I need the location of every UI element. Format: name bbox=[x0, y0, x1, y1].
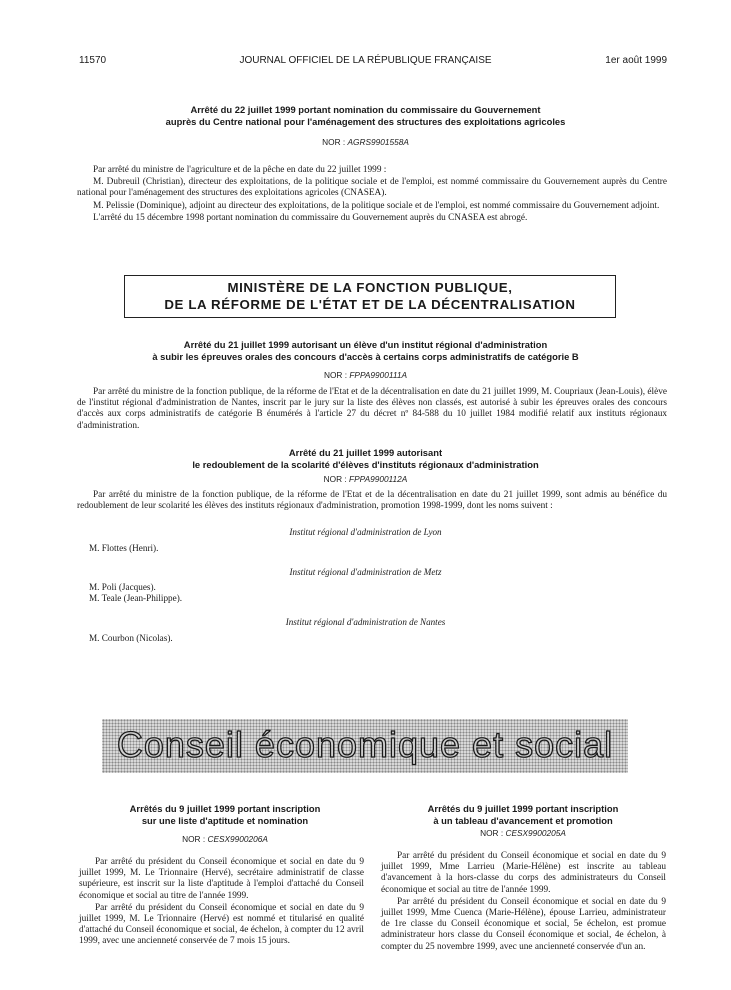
left-title-line1: Arrêtés du 9 juillet 1999 portant inscription bbox=[129, 803, 321, 814]
nor-code: FPPA9900111A bbox=[349, 370, 408, 380]
left-title-line2: sur une liste d'aptitude et nomination bbox=[141, 814, 309, 826]
arrete1-body bbox=[77, 165, 667, 225]
section-banner-title: Conseil économique et social bbox=[116, 724, 614, 765]
nor-label: NOR : bbox=[322, 137, 346, 147]
institute-heading-metz: Institut régional d'administration de Metz bbox=[289, 567, 442, 577]
nor-label: NOR : bbox=[323, 474, 347, 484]
right-title-line2: à un tableau d'avancement et promotion bbox=[433, 814, 613, 826]
paragraph: Par arrêté du ministre de la fonction publique, de la réforme de l'Etat et de la décentralisation en date du 21 juillet 1999, M. Coupriaux (Jean-Louis), élève de l'institut régional d'administration de Nantes, inscrit par le jury sur la liste des élèves non classés, est autorisé à subir les épreuves orales des concours d'accès aux corps administratifs de catégorie B énumérés à l'article 27 du décret nº 84-588 du 10 juillet 1984 modifié relatif aux instituts régionaux d'administration. bbox=[77, 387, 667, 431]
paragraph: M. Dubreuil (Christian), directeur des exploitations, de la politique sociale et de l'emploi, est nommé commissaire du Gouvernement auprès du Centre national pour l'aménagement des structures des exploitations agricoles (CNASEA). bbox=[77, 177, 667, 199]
ministry-heading-box bbox=[124, 275, 616, 318]
arrete2-nor bbox=[0, 370, 731, 380]
ministry-line1: MINISTÈRE DE LA FONCTION PUBLIQUE, bbox=[227, 280, 513, 295]
arrete1-nor bbox=[0, 137, 731, 147]
student-name: M. Flottes (Henri). bbox=[89, 543, 159, 553]
left-column-title bbox=[80, 803, 370, 826]
student-name: M. Teale (Jean-Philippe). bbox=[89, 593, 183, 603]
paragraph: Par arrêté du président du Conseil économique et social en date du 9 juillet 1999, Mme Larrieu (Marie-Hélène) est inscrite au tableau d'avancement à la hors-classe du corps des administrateurs du Conseil économique et social au titre de l'année 1999. bbox=[381, 851, 666, 895]
issue-date: 1er août 1999 bbox=[605, 55, 667, 66]
nor-code: AGRS9901558A bbox=[347, 137, 409, 147]
arrete1-title bbox=[0, 104, 731, 127]
arrete3-title-line1: Arrêté du 21 juillet 1999 autorisant bbox=[288, 447, 443, 458]
arrete3-title bbox=[0, 447, 731, 470]
left-column-nor bbox=[80, 834, 370, 844]
right-column-body bbox=[381, 851, 666, 954]
ministry-line2: DE LA RÉFORME DE L'ÉTAT ET DE LA DÉCENTRALISATION bbox=[164, 296, 576, 312]
nor-label: NOR : bbox=[323, 370, 348, 380]
nor-code: CESX9900206A bbox=[207, 834, 268, 844]
arrete2-title-line2: à subir les épreuves orales des concours d'accès à certains corps administratifs de catégorie B bbox=[152, 350, 579, 362]
journal-title: JOURNAL OFFICIEL DE LA RÉPUBLIQUE FRANÇAISE bbox=[239, 55, 492, 66]
paragraph: L'arrêté du 15 décembre 1998 portant nomination du commissaire du Gouvernement auprès du CNASEA est abrogé. bbox=[93, 212, 528, 223]
nor-code: CESX9900205A bbox=[505, 828, 566, 838]
arrete2-title bbox=[0, 339, 731, 362]
left-column-body bbox=[79, 857, 364, 949]
arrete1-title-line1: Arrêté du 22 juillet 1999 portant nomination du commissaire du Gouvernement bbox=[190, 104, 541, 115]
arrete3-body bbox=[77, 490, 667, 513]
paragraph: Par arrêté du ministre de la fonction publique, de la réforme de l'Etat et de la décentralisation en date du 21 juillet 1999, sont admis au bénéfice du redoublement de leur scolarité les élèves des instituts régionaux d'administration, promotion 1998-1999, dont les noms suivent : bbox=[77, 490, 667, 512]
student-name: M. Poli (Jacques). bbox=[89, 582, 156, 592]
nor-label: NOR : bbox=[480, 828, 504, 838]
right-column-nor bbox=[378, 828, 668, 838]
paragraph: Par arrêté du ministre de l'agriculture et de la pêche en date du 22 juillet 1999 : bbox=[93, 165, 387, 175]
page-number: 11570 bbox=[79, 55, 107, 66]
arrete3-nor bbox=[0, 474, 731, 484]
paragraph: M. Pelissie (Dominique), adjoint au directeur des exploitations, de la politique sociale et de l'emploi, est nommé commissaire du Gouvernement adjoint. bbox=[93, 200, 660, 211]
nor-label: NOR : bbox=[182, 834, 206, 844]
arrete3-title-line2: le redoublement de la scolarité d'élèves d'instituts régionaux d'administration bbox=[192, 458, 539, 470]
arrete2-title-line1: Arrêté du 21 juillet 1999 autorisant un élève d'un institut régional d'administration bbox=[183, 339, 548, 350]
right-title-line1: Arrêtés du 9 juillet 1999 portant inscription bbox=[427, 803, 619, 814]
institute-heading-lyon: Institut régional d'administration de Lyon bbox=[289, 527, 442, 537]
institute-heading-nantes: Institut régional d'administration de Nantes bbox=[285, 617, 446, 627]
right-column-title bbox=[378, 803, 668, 826]
paragraph: Par arrêté du président du Conseil économique et social en date du 9 juillet 1999, M. Le Trionnaire (Hervé) est nommé et titularisé en qualité d'attaché du Conseil économique et social, 4e échelon, à compter du 12 avril 1999, avec une ancienneté conservée de 7 mois 15 jours. bbox=[79, 902, 364, 947]
paragraph: Par arrêté du président du Conseil économique et social en date du 9 juillet 1999, M. Le Trionnaire (Hervé), secrétaire administratif de classe supérieure, est inscrit sur la liste d'aptitude à l'emploi d'attaché du Conseil économique et social au titre de l'année 1999. bbox=[79, 857, 364, 901]
arrete2-body bbox=[77, 387, 667, 433]
arrete1-title-line2: auprès du Centre national pour l'aménagement des structures des exploitations agricoles bbox=[165, 115, 566, 127]
student-name: M. Courbon (Nicolas). bbox=[89, 633, 173, 643]
nor-code: FPPA9900112A bbox=[349, 474, 408, 484]
paragraph: Par arrêté du président du Conseil économique et social en date du 9 juillet 1999, Mme Cuenca (Marie-Hélène), épouse Larrieu, administrateur de 1re classe du Conseil économique et social, 5e échelon, est promue administrateur hors classe du Conseil économique et social, 4e échelon, à compter du 25 novembre 1999, avec une ancienneté conservée d'un an. bbox=[381, 896, 666, 952]
